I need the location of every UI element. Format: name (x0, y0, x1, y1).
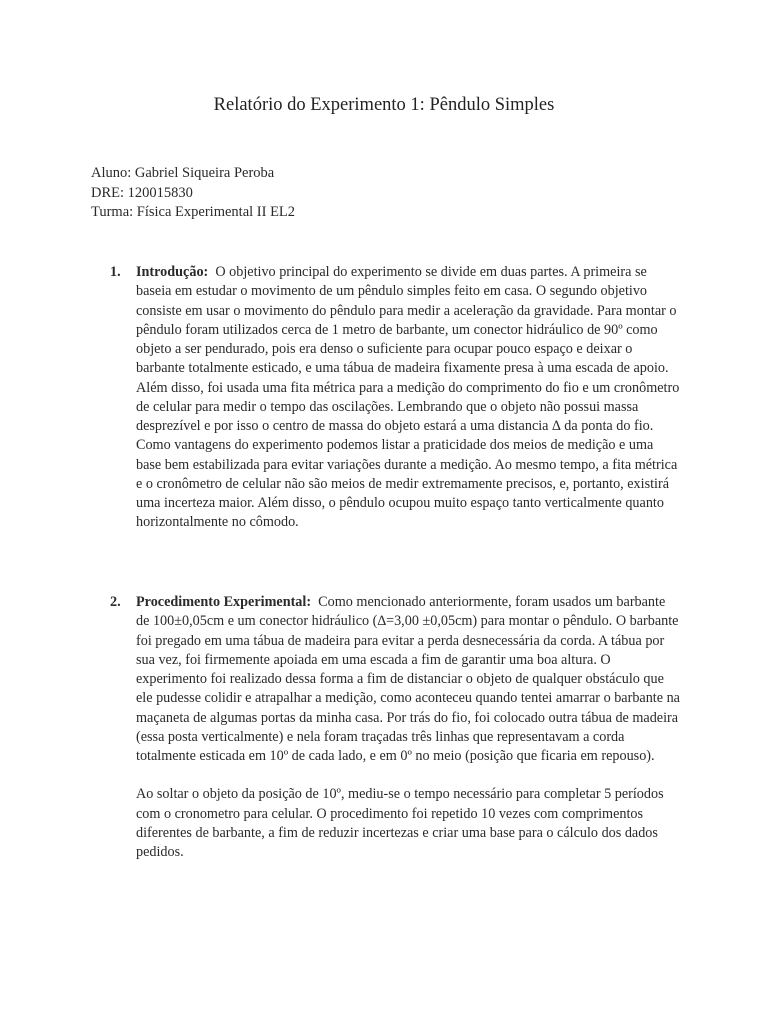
section-body (136, 593, 680, 862)
section-number: 1. (110, 264, 121, 280)
section-introducao (110, 263, 680, 533)
section-number: 2. (110, 594, 121, 610)
student-name: Aluno: Gabriel Siqueira Peroba (91, 165, 275, 181)
paragraph-text: O objetivo principal do experimento se divide em duas partes. A primeira se baseia em estudar o movimento de um pêndulo simples feito em casa. O segundo objetivo consiste em usar o movimento do pêndulo para medir a aceleração da gravidade. Para montar o pêndulo foram utilizados cerca de 1 metro de barbante, um conector hidráulico de 90º como objeto a ser pendurado, pois era denso o suficiente para ocupar pouco espaço e deixar o barbante totalmente esticado, e uma tábua de madeira fixamente presa à uma escada de apoio. Além disso, foi usada uma fita métrica para a medição do comprimento do fio e um cronômetro de celular para medir o tempo das oscilações. Lembrando que o objeto não possui massa desprezível e por isso o centro de massa do objeto estará a uma distancia ∆ da ponta do fio. Como vantagens do experimento podemos listar a praticidade dos meios de medição e uma base bem estabilizada para evitar variações durante a medição. Ao mesmo tempo, a fita métrica e o cronômetro de celular não são meios de medir extremamente precisos, e, portanto, existirá uma incerteza maior. Além disso, o pêndulo ocupou muito espaço tanto verticalmente quanto horizontalmente no cômodo. (136, 264, 680, 531)
student-dre: DRE: 120015830 (91, 184, 193, 201)
section-heading: Introdução: (136, 264, 209, 280)
document-title: Relatório do Experimento 1: Pêndulo Simples (213, 95, 555, 115)
section-paragraph (136, 785, 680, 862)
section-paragraph (136, 593, 680, 766)
student-info (91, 164, 295, 223)
section-procedimento (110, 593, 680, 862)
paragraph-text: Ao soltar o objeto da posição de 10º, mediu-se o tempo necessário para completar 5 períodos com o cronometro para celular. O procedimento foi repetido 10 vezes com comprimentos diferentes de barbante, a fim de reduzir incertezas e criar uma base para o cálculo dos dados pedidos. (136, 786, 664, 860)
section-body (136, 263, 680, 533)
section-heading: Procedimento Experimental: (136, 594, 312, 610)
section-paragraph (136, 263, 680, 533)
paragraph-text: Como mencionado anteriormente, foram usados um barbante de 100±0,05cm e um conector hidráulico (∆=3,00 ±0,05cm) para montar o pêndulo. O barbante foi pregado em uma tábua de madeira para evitar a perda desnecessária da corda. A tábua por sua vez, foi firmemente apoiada em uma escada a fim de garantir uma boa altura. O experimento foi realizado dessa forma a fim de distanciar o objeto de qualquer obstáculo que ele pudesse colidir e atrapalhar a medição, como aconteceu quando tentei amarrar o barbante na maçaneta de algumas portas da minha casa. Por trás do fio, foi colocado outra tábua de madeira (essa posta verticalmente) e nela foram traçadas três linhas que representavam a corda totalmente esticada em 10º de cada lado, e em 0º no meio (posição que ficaria em repouso). (136, 594, 680, 764)
student-class: Turma: Física Experimental II EL2 (91, 204, 296, 220)
